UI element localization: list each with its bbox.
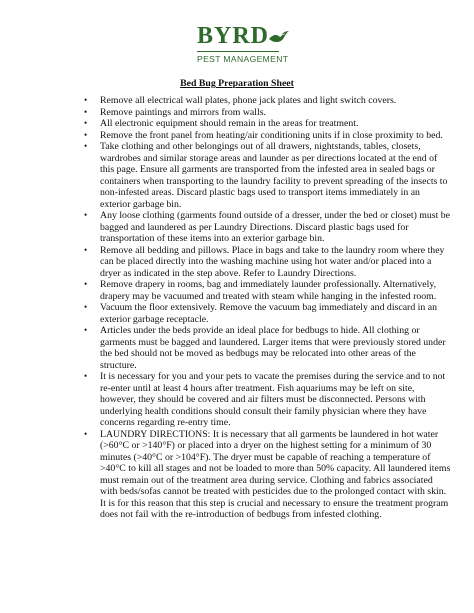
list-item: • Vacuum the floor extensively. Remove the vacuum bag immediately and discard in an exterior garbage receptacle.	[100, 302, 452, 325]
preparation-list	[100, 95, 452, 521]
logo-divider	[197, 51, 279, 52]
list-item: • Any loose clothing (garments found outside of a dresser, under the bed or closet) must be bagged and laundered as per Laundry Directions. Discard plastic bags used for transportation of these items into an exterior garbage bin.	[100, 210, 452, 245]
bird-icon	[268, 28, 290, 46]
list-item: • LAUNDRY DIRECTIONS: It is necessary that all garments be laundered in hot water (>60°C or >140°F) or placed into a dryer on the highest setting for a minimum of 30 minutes (>40°C or >104°F). The dryer must be capable of reaching a temperature of >40°C to kill all stages and not be loaded to more than 50% capacity. All laundered items must remain out of the treatment area during service. Clothing and fabrics associated with beds/sofas cannot be treated with pesticides due to the prolonged contact with skin. It is for this reason that this step is crucial and necessary to ensure the treatment program does not fail with the re-introduction of bedbugs from infested clothing.	[100, 429, 452, 521]
list-item: • Remove paintings and mirrors from walls.	[100, 107, 452, 119]
list-item: • It is necessary for you and your pets to vacate the premises during the service and to not re-enter until at least 4 hours after treatment. Fish aquariums may be left on site, however, they should be covered and air filters must be disconnected. Persons with underlying health conditions should consult their family physician where they have concerns regarding re-entry time.	[100, 371, 452, 429]
logo-wordmark: BYRD	[197, 23, 270, 49]
document-title: Bed Bug Preparation Sheet	[180, 78, 294, 89]
list-item: • Remove drapery in rooms, bag and immediately launder professionally. Alternatively, drapery may be vacuumed and treated with steam while hanging in the infested room.	[100, 279, 452, 302]
list-item: • Articles under the beds provide an ideal place for bedbugs to hide. All clothing or garments must be bagged and laundered. Larger items that were previously stored under the bed should not be moved as bedbugs may be relocated into other areas of the structure.	[100, 325, 452, 371]
list-item: • Remove the front panel from heating/air conditioning units if in close proximity to bed.	[100, 130, 452, 142]
logo-subtitle: PEST MANAGEMENT	[197, 54, 289, 64]
list-item: • Remove all electrical wall plates, phone jack plates and light switch covers.	[100, 95, 452, 107]
list-item: • Remove all bedding and pillows. Place in bags and take to the laundry room where they can be placed directly into the washing machine using hot water and/or placed into a dryer as indicated in the step above. Refer to Laundry Directions.	[100, 245, 452, 280]
company-logo	[0, 22, 474, 74]
list-item: • Take clothing and other belongings out of all drawers, nightstands, tables, closets, wardrobes and similar storage areas and launder as per directions located at the end of this page. Ensure all garments are transported from the infested area in sealed bags or containers when transporting to the laundry facility to prevent spreading of the insects to non-infested areas. Discard plastic bags used to transport items immediately in an exterior garbage bin.	[100, 141, 452, 210]
list-item: • All electronic equipment should remain in the areas for treatment.	[100, 118, 452, 130]
